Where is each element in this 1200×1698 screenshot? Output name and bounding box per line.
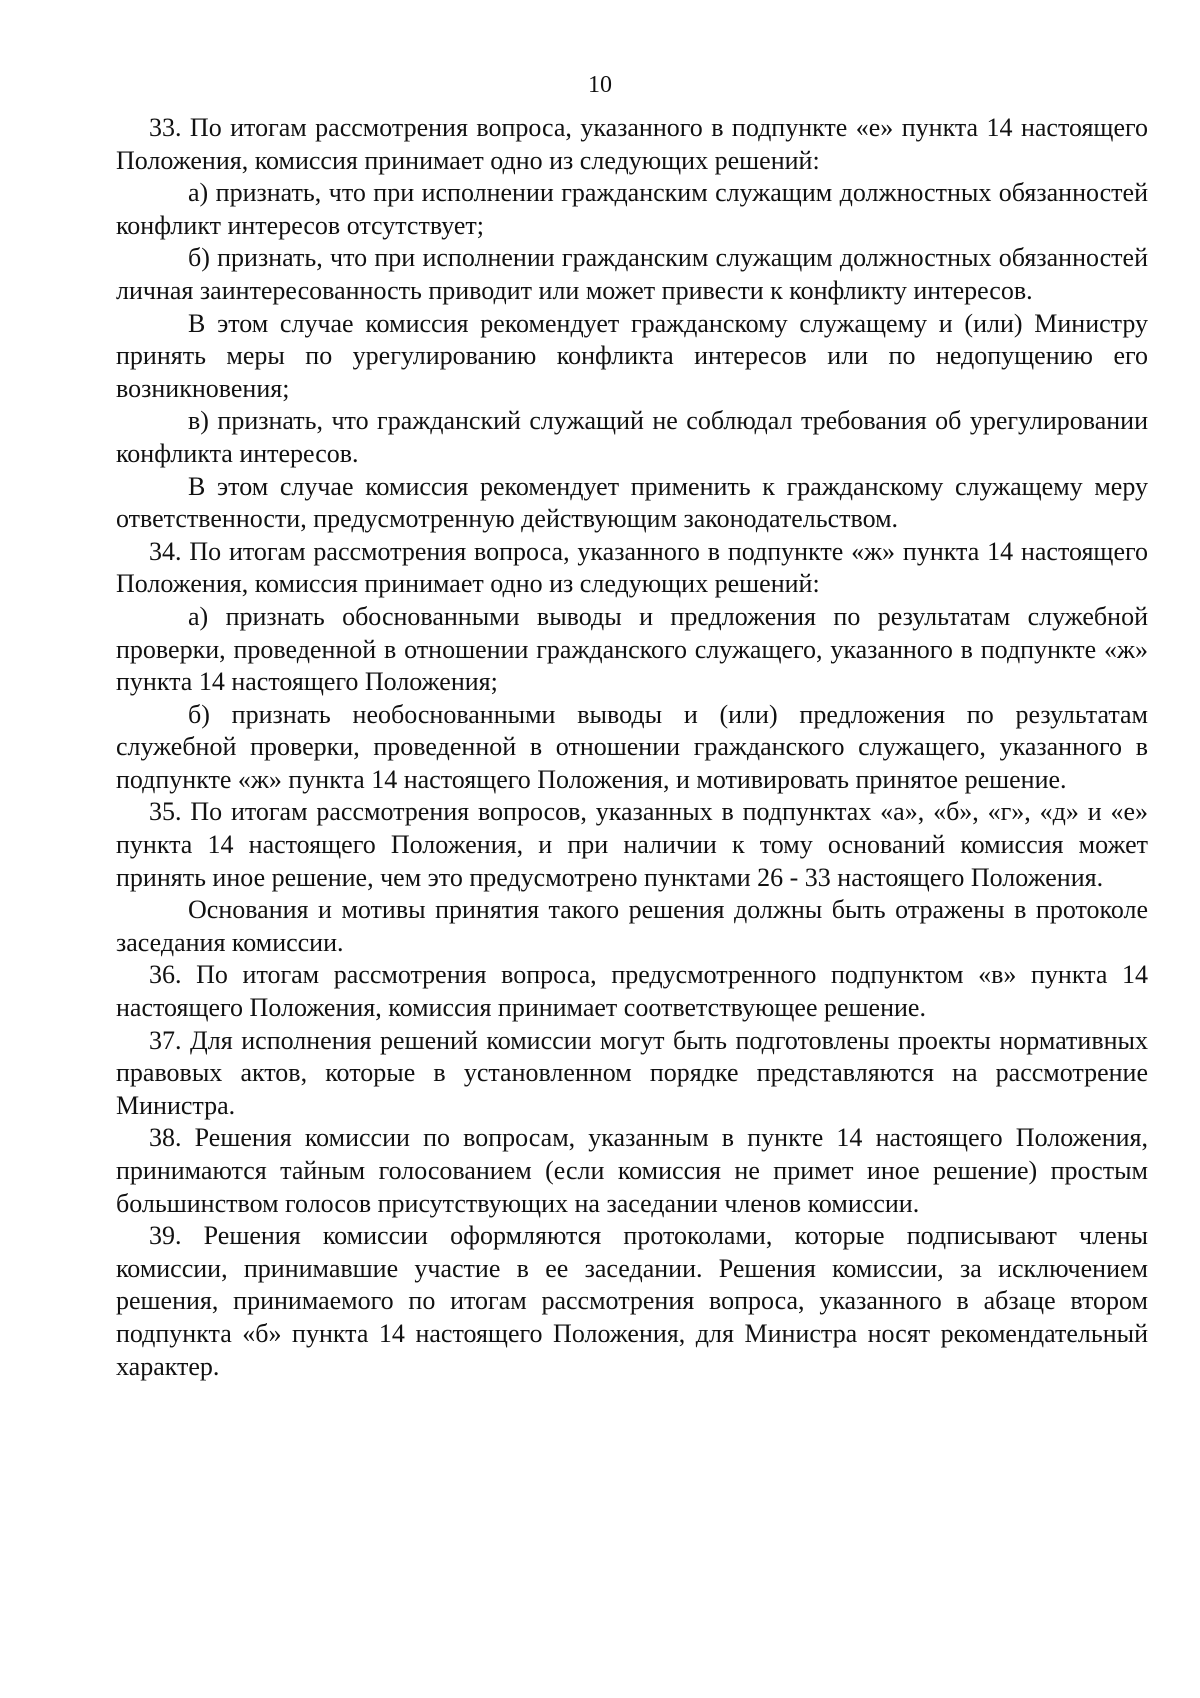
paragraph-34-a: а) признать обоснованными выводы и предложения по результатам служебной проверки, проведенной в отношении гражданского служащего, указанного в подпункте «ж» пункта 14 настоящего Положения; xyxy=(116,601,1148,697)
document-body xyxy=(116,112,1148,1383)
paragraph-33-v-note: В этом случае комиссия рекомендует применить к гражданскому служащему меру ответственности, предусмотренную действующим законодательством. xyxy=(116,471,1148,534)
paragraph-33-a: а) признать, что при исполнении гражданским служащим должностных обязанностей конфликт интересов отсутствует; xyxy=(116,178,1148,240)
paragraph-38: 38. Решения комиссии по вопросам, указанным в пункте 14 настоящего Положения, принимаются тайным голосованием (если комиссия не примет иное решение) простым большинством голосов присутствующих на заседании членов комиссии. xyxy=(116,1123,1148,1218)
paragraph-35: 35. По итогам рассмотрения вопросов, указанных в подпунктах «а», «б», «г», «д» и «е» пункта 14 настоящего Положения, и при наличии к тому оснований комиссия может принять иное решение, чем это предусмотрено пунктами 26 - 33 настоящего Положения. xyxy=(116,797,1148,892)
paragraph-36: 36. По итогам рассмотрения вопроса, предусмотренного подпунктом «в» пункта 14 настоящего Положения, комиссия принимает соответствующее решение. xyxy=(116,960,1148,1023)
paragraph-35-note: Основания и мотивы принятия такого решения должны быть отражены в протоколе заседания комиссии. xyxy=(116,895,1148,957)
paragraph-33-b-note: В этом случае комиссия рекомендует гражданскому служащему и (или) Министру принять меры по урегулированию конфликта интересов или по недопущению его возникновения; xyxy=(116,308,1148,403)
page-number: 10 xyxy=(588,72,612,98)
paragraph-34: 34. По итогам рассмотрения вопроса, указанного в подпункте «ж» пункта 14 настоящего Положения, комиссия принимает одно из следующих решений: xyxy=(116,536,1148,599)
paragraph-39: 39. Решения комиссии оформляются протоколами, которые подписывают члены комиссии, принимавшие участие в ее заседании. Решения комиссии, за исключением решения, принимаемого по итогам рассмотрения вопроса, указанного в абзаце втором подпункта «б» пункта 14 настоящего Положения, для Министра носят рекомендательный характер. xyxy=(116,1221,1148,1381)
paragraph-37: 37. Для исполнения решений комиссии могут быть подготовлены проекты нормативных правовых актов, которые в установленном порядке представляются на рассмотрение Министра. xyxy=(116,1025,1148,1120)
paragraph-33-b: б) признать, что при исполнении гражданским служащим должностных обязанностей личная заинтересованность приводит или может привести к конфликту интересов. xyxy=(116,243,1148,305)
paragraph-33: 33. По итогам рассмотрения вопроса, указанного в подпункте «е» пункта 14 настоящего Положения, комиссия принимает одно из следующих решений: xyxy=(116,113,1148,175)
paragraph-34-b: б) признать необоснованными выводы и (или) предложения по результатам служебной проверки, проведенной в отношении гражданского служащего, указанного в подпункте «ж» пункта 14 настоящего Положения, и мотивировать принятое решение. xyxy=(116,699,1148,794)
paragraph-33-v: в) признать, что гражданский служащий не соблюдал требования об урегулировании конфликта интересов. xyxy=(116,406,1148,468)
